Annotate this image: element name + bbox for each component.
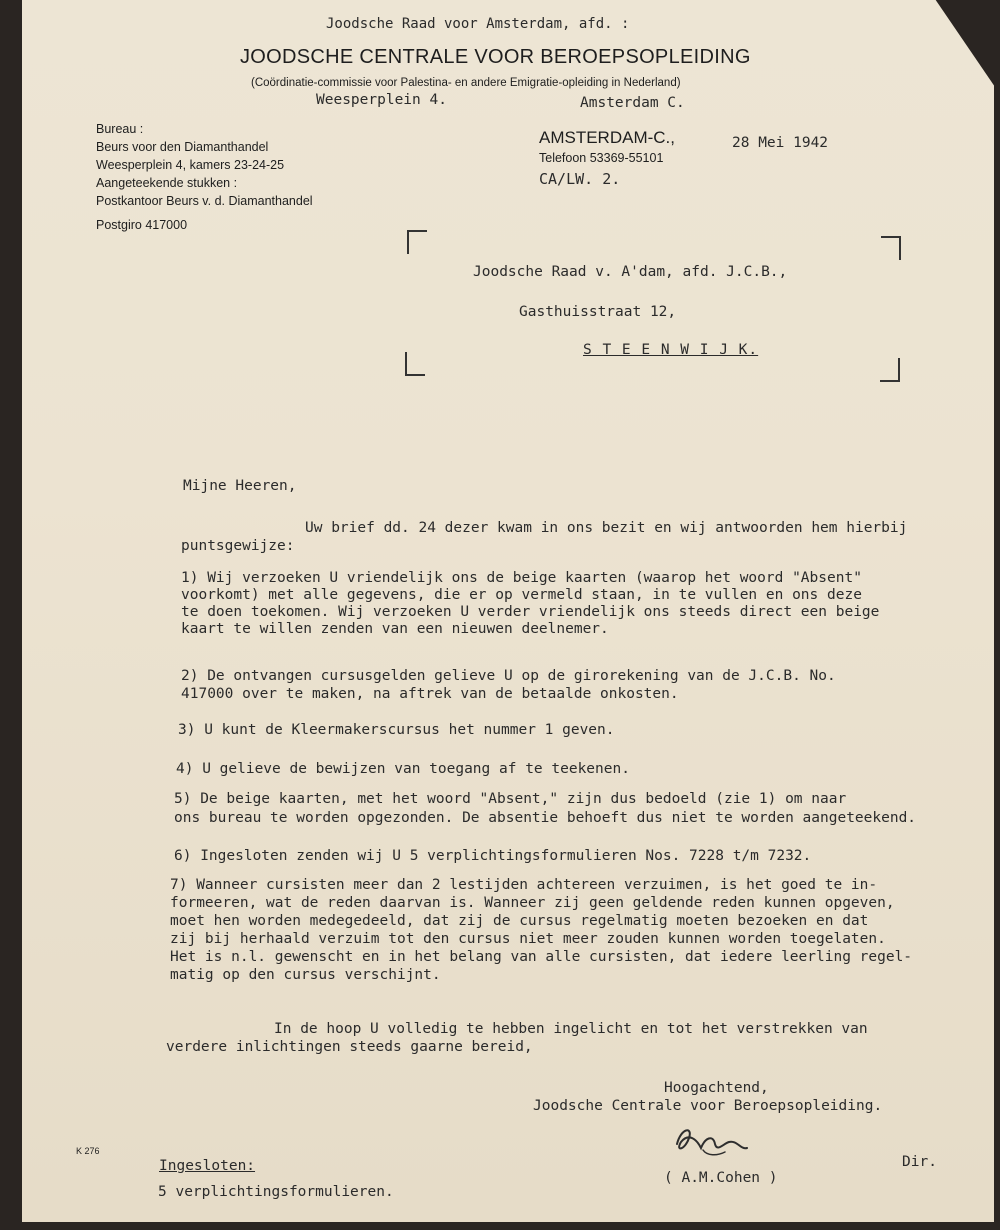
point-6: 6) Ingesloten zenden wij U 5 verplichtingsformulieren Nos. 7228 t/m 7232. — [174, 848, 812, 864]
point-2-line: 417000 over te maken, na aftrek van de betaalde onkosten. — [181, 686, 679, 702]
form-code: K 276 — [76, 1146, 100, 1156]
point-7 — [170, 876, 912, 984]
point-7-line: matig op den cursus verschijnt. — [170, 967, 441, 983]
addressee-city: S T E E N W I J K. — [583, 342, 759, 358]
handwritten-signature — [667, 1120, 767, 1166]
point-1-line: kaart te willen zenden van een nieuwen deelnemer. — [181, 621, 609, 637]
telephone: Telefoon 53369-55101 — [539, 151, 664, 165]
addressee-line-1: Joodsche Raad v. A'dam, afd. J.C.B., — [473, 264, 788, 280]
window-corner-tl — [407, 230, 427, 254]
window-corner-bl — [405, 352, 425, 376]
closing-line: In de hoop U volledig te hebben ingelicht en tot het verstrekken van — [274, 1021, 868, 1037]
point-1-line: te doen toekomen. Wij verzoeken U verder vriendelijk ons steeds direct een beige — [181, 604, 880, 620]
enclosed-item: 5 verplichtingsformulieren. — [158, 1184, 394, 1200]
point-5-line: ons bureau te worden opgezonden. De absentie behoeft dus niet te worden aangeteekend. — [174, 810, 917, 826]
point-7-line: 7) Wanneer cursisten meer dan 2 lestijden achtereen verzuimen, is het goed te in- — [170, 877, 878, 893]
point-1 — [181, 570, 879, 638]
point-1-line: voorkomt) met alle gegevens, die er op vermeld staan, in te vullen en ons deze — [181, 587, 862, 603]
intro-line-2: puntsgewijze: — [181, 538, 295, 554]
signature-org: Joodsche Centrale voor Beroepsopleiding. — [533, 1098, 883, 1114]
city: AMSTERDAM-C., — [539, 128, 675, 147]
window-corner-tr — [881, 236, 901, 260]
point-7-line: moet hen worden medegedeeld, dat zij de cursus regelmatig moeten bezoeken en dat — [170, 913, 869, 929]
addressee-line-2: Gasthuisstraat 12, — [519, 304, 677, 320]
enclosed-label: Ingesloten: — [159, 1158, 256, 1174]
bureau-line-2: Weesperplein 4, kamers 23-24-25 — [96, 158, 285, 172]
office-info — [96, 120, 313, 234]
point-3: 3) U kunt de Kleermakerscursus het nummer 1 geven. — [178, 722, 615, 738]
salutation: Mijne Heeren, — [183, 478, 297, 494]
point-7-line: Het is n.l. gewenscht en in het belang van alle cursisten, dat iedere leerling regel- — [170, 949, 913, 965]
org-subtitle: (Coördinatie-commissie voor Palestina- en andere Emigratie-opleiding in Nederland) — [251, 77, 681, 89]
point-2-line: 2) De ontvangen cursusgelden gelieve U op de girorekening van de J.C.B. No. — [181, 668, 836, 684]
reference: CA/LW. 2. — [539, 170, 621, 188]
typed-address-left: Weesperplein 4. — [316, 92, 447, 108]
registered-label: Aangeteekende stukken : — [96, 176, 238, 190]
org-name: JOODSCHE CENTRALE VOOR BEROEPSOPLEIDING — [240, 46, 751, 68]
bureau-line-1: Beurs voor den Diamanthandel — [96, 140, 269, 154]
point-5-line: 5) De beige kaarten, met het woord "Absent," zijn dus bedoeld (zie 1) om naar — [174, 791, 847, 807]
typed-address-right: Amsterdam C. — [580, 95, 685, 111]
point-5 — [174, 790, 916, 828]
registered-line: Postkantoor Beurs v. d. Diamanthandel — [96, 194, 313, 208]
letter-date: 28 Mei 1942 — [732, 135, 829, 151]
closing-paragraph — [166, 1020, 868, 1056]
signature-title: Dir. — [902, 1154, 937, 1170]
point-7-line: zij bij herhaald verzuim tot den cursus niet meer zouden kunnen worden toegelaten. — [170, 931, 886, 947]
point-7-line: formeeren, wat de reden daarvan is. Wanneer zij geen geldende reden kunnen opgeven, — [170, 895, 895, 911]
postgiro: Postgiro 417000 — [96, 218, 188, 232]
bureau-label: Bureau : — [96, 122, 144, 136]
signatory-name: ( A.M.Cohen ) — [664, 1170, 778, 1186]
window-corner-br — [880, 358, 900, 382]
intro-line-1: Uw brief dd. 24 dezer kwam in ons bezit en wij antwoorden hem hierbij — [305, 520, 908, 536]
point-2 — [181, 667, 836, 703]
point-4: 4) U gelieve de bewijzen van toegang af te teekenen. — [176, 761, 630, 777]
greeting: Hoogachtend, — [664, 1080, 769, 1096]
point-1-line: 1) Wij verzoeken U vriendelijk ons de beige kaarten (waarop het woord "Absent" — [181, 570, 862, 586]
closing-line: verdere inlichtingen steeds gaarne bereid, — [166, 1039, 533, 1055]
typed-dept-line: Joodsche Raad voor Amsterdam, afd. : — [326, 16, 630, 32]
